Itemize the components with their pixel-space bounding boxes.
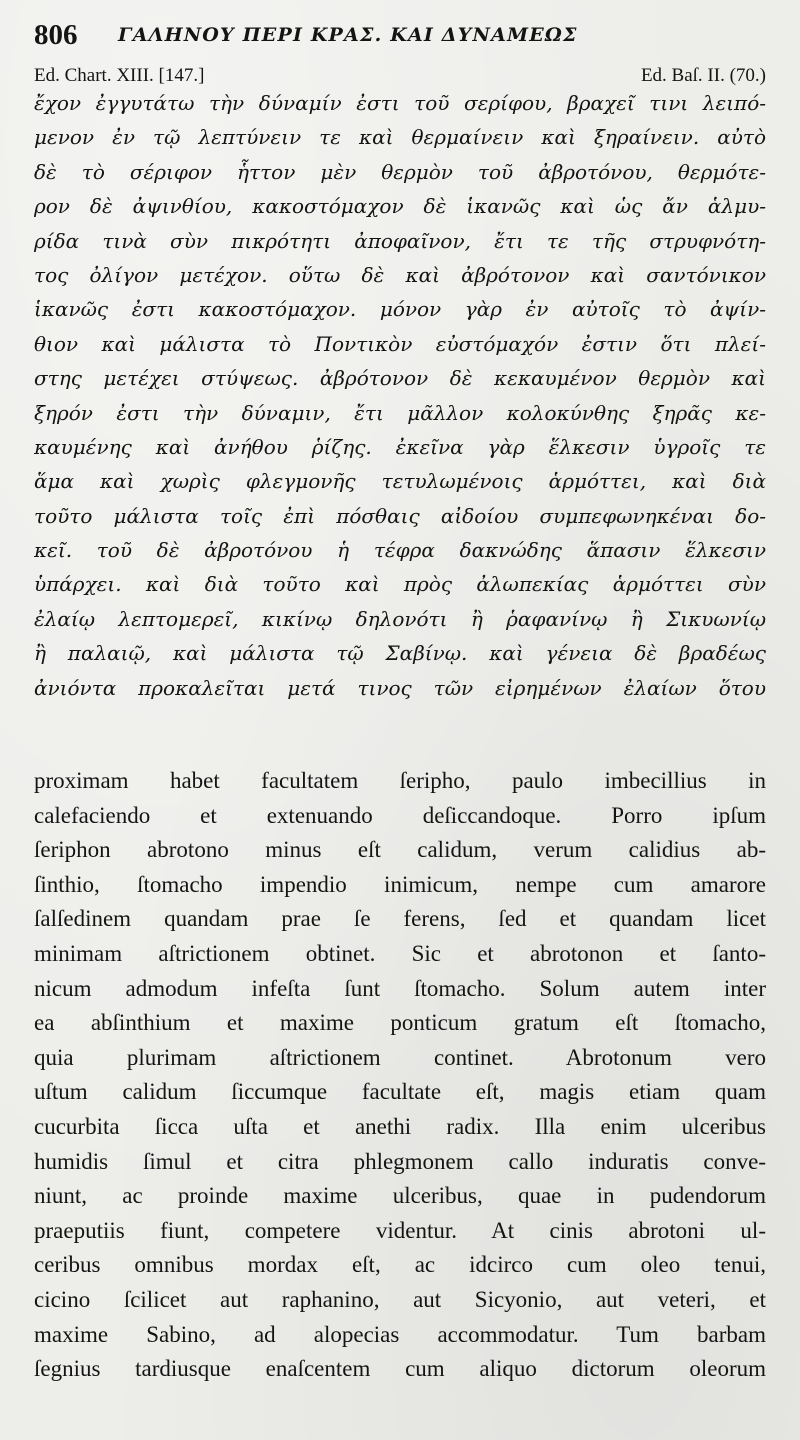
page-header <box>34 18 774 52</box>
latin-text-line: calefaciendo et extenuando deſiccandoque. Porro ipſum <box>34 802 766 828</box>
latin-text-line: ea abſinthium et maxime ponticum gratum eſt ſtomacho, <box>34 1010 766 1036</box>
latin-text-block <box>34 764 766 1387</box>
greek-text-line: στης μετέχει στύψεως. ἀβρότονον δὲ κεκαυμένον θερμὸν καὶ <box>34 366 766 391</box>
page-number: 806 <box>34 19 78 51</box>
latin-text-line: quia plurimam aſtrictionem continet. Abrotonum vero <box>34 1044 766 1070</box>
latin-text-line: ſalſedinem quandam prae ſe ferens, ſed et quandam licet <box>34 906 766 932</box>
latin-text-line: proximam habet facultatem ſeripho, paulo imbecillius in <box>34 768 766 793</box>
latin-text-line: ceribus omnibus mordax eſt, ac idcirco cum oleo tenui, <box>34 1252 766 1278</box>
greek-text-block <box>34 86 766 705</box>
latin-text-line: praeputiis fiunt, competere videntur. At cinis abrotoni ul- <box>34 1217 766 1243</box>
greek-text-line: ρίδα τινὰ σὺν πικρότητι ἀποφαῖνον, ἔτι τε τῆς στρυφνότη- <box>34 228 766 253</box>
latin-text-line: minimam aſtrictionem obtinet. Sic et abrotonon et ſanto- <box>34 940 766 966</box>
greek-text-line: κεῖ. τοῦ δὲ ἀβροτόνου ἡ τέφρα δακνώδης ἅπασιν ἕλκεσιν <box>34 538 766 563</box>
greek-text-line: θιον καὶ μάλιστα τὸ Ποντικὸν εὐστόμαχόν ἐστιν ὅτι πλεί- <box>34 331 766 356</box>
greek-text-line: τος ὀλίγον μετέχον. οὕτω δὲ καὶ ἀβρότονον καὶ σαντόνικον <box>34 262 766 287</box>
greek-text-line: ἅμα καὶ χωρὶς φλεγμονῆς τετυλωμένοις ἁρμόττει, καὶ διὰ <box>34 469 766 494</box>
latin-text-line: ſegnius tardiusque enaſcentem cum aliquo dictorum oleorum <box>34 1356 766 1382</box>
greek-text-line: ἐλαίῳ λεπτομερεῖ, κικίνῳ δηλονότι ἢ ῥαφανίνῳ ἢ Σικυωνίῳ <box>34 606 766 631</box>
greek-text-line: ξηρόν ἐστι τὴν δύναμιν, ἔτι μᾶλλον κολοκύνθης ξηρᾶς κε- <box>34 400 766 425</box>
edition-reference-basel: Ed. Baſ. II. (70.) <box>640 65 766 86</box>
latin-text-line: nicum admodum infeſta ſunt ſtomacho. Solum autem inter <box>34 975 766 1001</box>
greek-text-line: ἢ παλαιῷ, καὶ μάλιστα τῷ Σαβίνῳ. καὶ γένεια δὲ βραδέως <box>34 641 766 666</box>
greek-text-line: καυμένης καὶ ἀνήθου ῥίζης. ἐκεῖνα γὰρ ἕλκεσιν ὑγροῖς τε <box>34 434 766 459</box>
greek-text-line: ὑπάρχει. καὶ διὰ τοῦτο καὶ πρὸς ἀλωπεκίας ἁρμόττει σὺν <box>34 572 766 597</box>
latin-text-line: cucurbita ſicca uſta et anethi radix. Illa enim ulceribus <box>34 1113 766 1139</box>
greek-text-line: ρον δὲ ἀψινθίου, κακοστόμαχον δὲ ἱκανῶς καὶ ὡς ἄν ἁλμυ- <box>34 194 766 219</box>
latin-text-line: niunt, ac proinde maxime ulceribus, quae in pudendorum <box>34 1183 766 1209</box>
greek-text-line: ἀνιόντα προκαλεῖται μετά τινος τῶν εἰρημένων ἐλαίων ὅτου <box>34 675 766 700</box>
latin-text-line: maxime Sabino, ad alopecias accommodatur. Tum barbam <box>34 1321 766 1347</box>
latin-text-line: uſtum calidum ſiccumque facultate eſt, magis etiam quam <box>34 1079 766 1105</box>
greek-text-line: ἔχον ἐγγυτάτω τὴν δύναμίν ἐστι τοῦ σερίφου, βραχεῖ τινι λειπό- <box>34 91 766 115</box>
greek-text-line: μενον ἐν τῷ λεπτύνειν τε καὶ θερμαίνειν καὶ ξηραίνειν. αὐτὸ <box>34 125 766 150</box>
greek-text-line: τοῦτο μάλιστα τοῖς ἐπὶ πόσθαις αἰδοίου συμπεφωνηκέναι δο- <box>34 503 766 528</box>
edition-reference-chartier: Ed. Chart. XIII. [147.] <box>34 65 205 86</box>
latin-text-line: ſinthio, ſtomacho impendio inimicum, nempe cum amarore <box>34 871 766 897</box>
latin-text-line: humidis ſimul et citra phlegmonem callo induratis conve- <box>34 1148 766 1174</box>
running-title: ΓΑΛΗΝΟΥ ΠΕΡΙ ΚΡΑΣ. ΚΑΙ ΔΥΝΑΜΕΩΣ <box>118 24 578 46</box>
latin-text-line: ſeriphon abrotono minus eſt calidum, verum calidius ab- <box>34 837 766 863</box>
greek-text-line: ἱκανῶς ἐστι κακοστόμαχον. μόνον γὰρ ἐν αὐτοῖς τὸ ἀψίν- <box>34 297 766 322</box>
latin-text-line: cicino ſcilicet aut raphanino, aut Sicyonio, aut veteri, et <box>34 1286 766 1312</box>
greek-text-line: δὲ τὸ σέριφον ἧττον μὲν θερμὸν τοῦ ἀβροτόνου, θερμότε- <box>34 159 766 184</box>
